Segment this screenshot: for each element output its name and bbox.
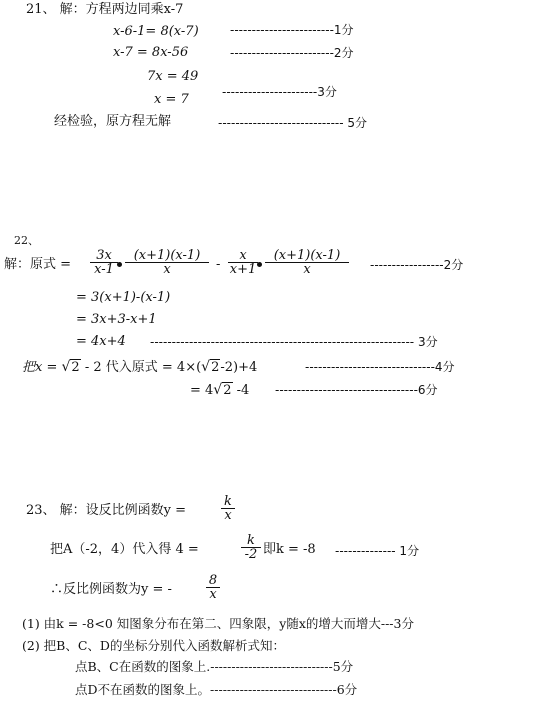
q22-f2-denominator: x xyxy=(163,262,171,277)
q22-f1-numerator: 3x xyxy=(90,249,118,263)
q22-f3-numerator: x xyxy=(228,249,258,263)
q23-f1-denominator: x xyxy=(224,508,232,523)
q23-f3-numerator: 8 xyxy=(206,574,220,588)
q22-f3-denominator: x+1 xyxy=(229,262,257,277)
q22-fraction-2 xyxy=(125,249,209,276)
q22-res-end: -4 xyxy=(232,383,250,398)
q22-solve-label: 解：原式 = xyxy=(4,257,72,272)
q22-sub-radicand-2: 2 xyxy=(211,360,220,375)
q22-multiply-dot-2 xyxy=(257,257,262,273)
q21-dash2: ------------------------2分 xyxy=(230,46,354,60)
q23-part4: 点D不在函数的图象上。------------------------------6分 xyxy=(75,682,358,697)
q22-radical-sign-3: √ xyxy=(213,382,223,398)
q21-line2: x-7 = 8x-56 xyxy=(113,45,189,60)
q22-sub-prefix: 把x = xyxy=(22,360,62,375)
q22-radical-sign-2: √ xyxy=(201,359,211,375)
q22-fraction-4 xyxy=(265,249,349,276)
q22-dash-a: -----------------2分 xyxy=(370,258,464,272)
q22-line4: = 4x+4 xyxy=(76,334,126,349)
q23-line3-prefix: ∴反比例函数为y = - xyxy=(50,582,172,597)
q22-radical-sign-1: √ xyxy=(61,359,71,375)
q22-sub-middle: - 2 代入原式 = 4×( xyxy=(80,360,202,375)
q23-fraction-1 xyxy=(221,495,235,522)
q23-f2-numerator: k xyxy=(241,534,261,548)
q22-dash-l4: ------------------------------------------------------------- 3分 xyxy=(150,335,438,349)
q22-number: 22、 xyxy=(14,234,39,247)
q22-sub-radicand: 2 xyxy=(71,360,80,375)
q22-sub-end: -2)+4 xyxy=(220,360,258,375)
q22-res-prefix: = 4 xyxy=(190,383,214,398)
q22-fraction-1 xyxy=(90,249,118,276)
q22-line3: = 3x+3-x+1 xyxy=(76,312,157,327)
q22-minus: - xyxy=(216,257,221,272)
q21-line3: 7x = 49 xyxy=(147,69,199,84)
q21-header: 21、 解：方程两边同乘x-7 xyxy=(26,2,184,17)
q23-line2-post: 即k = -8 xyxy=(263,542,316,557)
q23-f1-numerator: k xyxy=(221,495,235,509)
q23-part1: (1) 由k = -8<0 知图象分布在第二、四象限，y随x的增大而增大---3分 xyxy=(22,616,414,631)
q22-fraction-3 xyxy=(228,249,258,276)
q22-substitution-line xyxy=(22,359,257,376)
q22-f2-numerator: (x+1)(x-1) xyxy=(125,249,209,263)
q22-f1-denominator: x-1 xyxy=(94,262,114,277)
q22-f4-denominator: x xyxy=(303,262,311,277)
q23-header: 23、 解：设反比例函数y = xyxy=(26,503,187,518)
q22-res-radicand: 2 xyxy=(223,383,232,398)
q23-f2-denominator: -2 xyxy=(244,547,258,562)
q23-fraction-2 xyxy=(241,534,261,561)
q23-f3-denominator: x xyxy=(209,587,217,602)
q21-line1: x-6-1= 8(x-7) xyxy=(113,24,199,39)
q23-part2: (2) 把B、C、D的坐标分别代入函数解析式知： xyxy=(22,638,285,653)
q21-line4: x = 7 xyxy=(154,92,189,107)
q21-dash1: ------------------------1分 xyxy=(230,23,354,37)
q23-part3: 点B、C在函数的图象上.-----------------------------5分 xyxy=(75,659,354,674)
q21-dash4: ----------------------3分 xyxy=(222,85,337,99)
q23-dash-l2: -------------- 1分 xyxy=(335,544,420,558)
q23-line2-prefix: 把A（-2，4）代入得 4 = xyxy=(50,542,199,557)
q22-dash-sub: ------------------------------4分 xyxy=(305,360,455,374)
q22-result-line xyxy=(190,382,249,399)
q22-line2: = 3(x+1)-(x-1) xyxy=(76,290,171,305)
q23-fraction-3 xyxy=(206,574,220,601)
q21-dash5: ----------------------------- 5分 xyxy=(218,116,368,130)
q22-dash-res: ---------------------------------6分 xyxy=(275,383,438,397)
q21-line5: 经检验，原方程无解 xyxy=(54,114,172,129)
q22-multiply-dot-1 xyxy=(117,257,122,273)
q22-f4-numerator: (x+1)(x-1) xyxy=(265,249,349,263)
